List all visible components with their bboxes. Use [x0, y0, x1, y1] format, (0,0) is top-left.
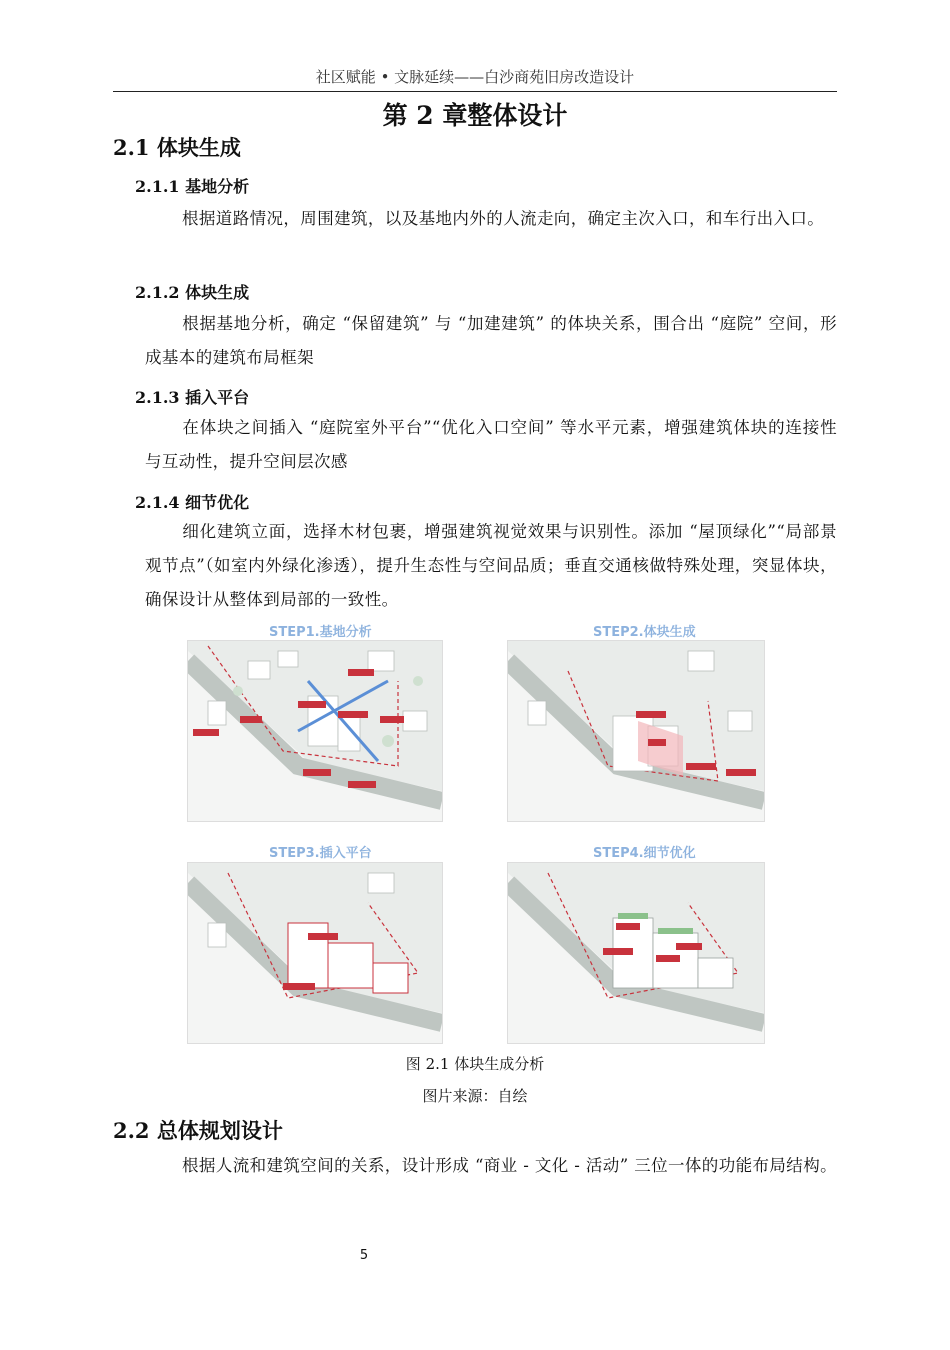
detail-diagram — [507, 862, 765, 1044]
section-heading-2-1-3: 2.1.3 插入平台 — [135, 388, 250, 407]
section-heading-2-1-1: 2.1.1 基地分析 — [135, 177, 250, 196]
massing-figure — [187, 620, 765, 1350]
paragraph-2-1-1 — [145, 202, 837, 236]
step-title: STEP2.体块生成 — [593, 625, 696, 640]
paragraph-text: 在体块之间插入 “庭院室外平台”“优化入口空间” 等水平元素，增强建筑体块的连接性与互动性，提升空间层次感 — [145, 418, 837, 471]
section-heading-2-2: 2.2 总体规划设计 — [113, 1118, 283, 1143]
step-title: STEP4.细节优化 — [593, 846, 696, 861]
paragraph-2-1-2 — [145, 307, 837, 375]
paragraph-text: 根据道路情况，周围建筑，以及基地内外的人流走向，确定主次入口，和车行出入口。 — [182, 209, 825, 228]
platform-diagram — [187, 862, 443, 1044]
header-rule — [113, 91, 837, 92]
running-header: 社区赋能 • 文脉延续——白沙商苑旧房改造设计 — [315, 68, 635, 86]
section-heading-2-1: 2.1 体块生成 — [113, 135, 241, 160]
section-heading-2-1-4: 2.1.4 细节优化 — [135, 493, 250, 512]
massing-diagram — [507, 640, 765, 822]
chapter-title: 第 2 章整体设计 — [382, 101, 568, 130]
step-title: STEP3.插入平台 — [269, 846, 372, 861]
figure-caption: 图 2.1 体块生成分析 — [405, 1055, 545, 1073]
paragraph-text: 细化建筑立面，选择木材包裹，增强建筑视觉效果与识别性。添加 “屋顶绿化”“局部景观节点”（如室内外绿化渗透），提升生态性与空间品质；垂直交通核做特殊处理，突显体块，确保设计从整体到局部的一致性。 — [145, 522, 837, 609]
page-number: 5 — [359, 1248, 369, 1263]
paragraph-2-1-4 — [145, 515, 837, 617]
paragraph-text: 根据人流和建筑空间的关系，设计形成 “商业 - 文化 - 活动” 三位一体的功能布局结构。 — [182, 1156, 837, 1175]
paragraph-text: 根据基地分析，确定 “保留建筑” 与 “加建建筑” 的体块关系，围合出 “庭院” 空间，形成基本的建筑布局框架 — [145, 314, 837, 367]
site-analysis-diagram — [187, 640, 443, 822]
paragraph-2-2 — [145, 1149, 837, 1183]
paragraph-2-1-3 — [145, 411, 837, 479]
figure-source: 图片来源：自绘 — [422, 1087, 528, 1105]
step-title: STEP1.基地分析 — [269, 625, 372, 640]
section-heading-2-1-2: 2.1.2 体块生成 — [135, 283, 250, 302]
